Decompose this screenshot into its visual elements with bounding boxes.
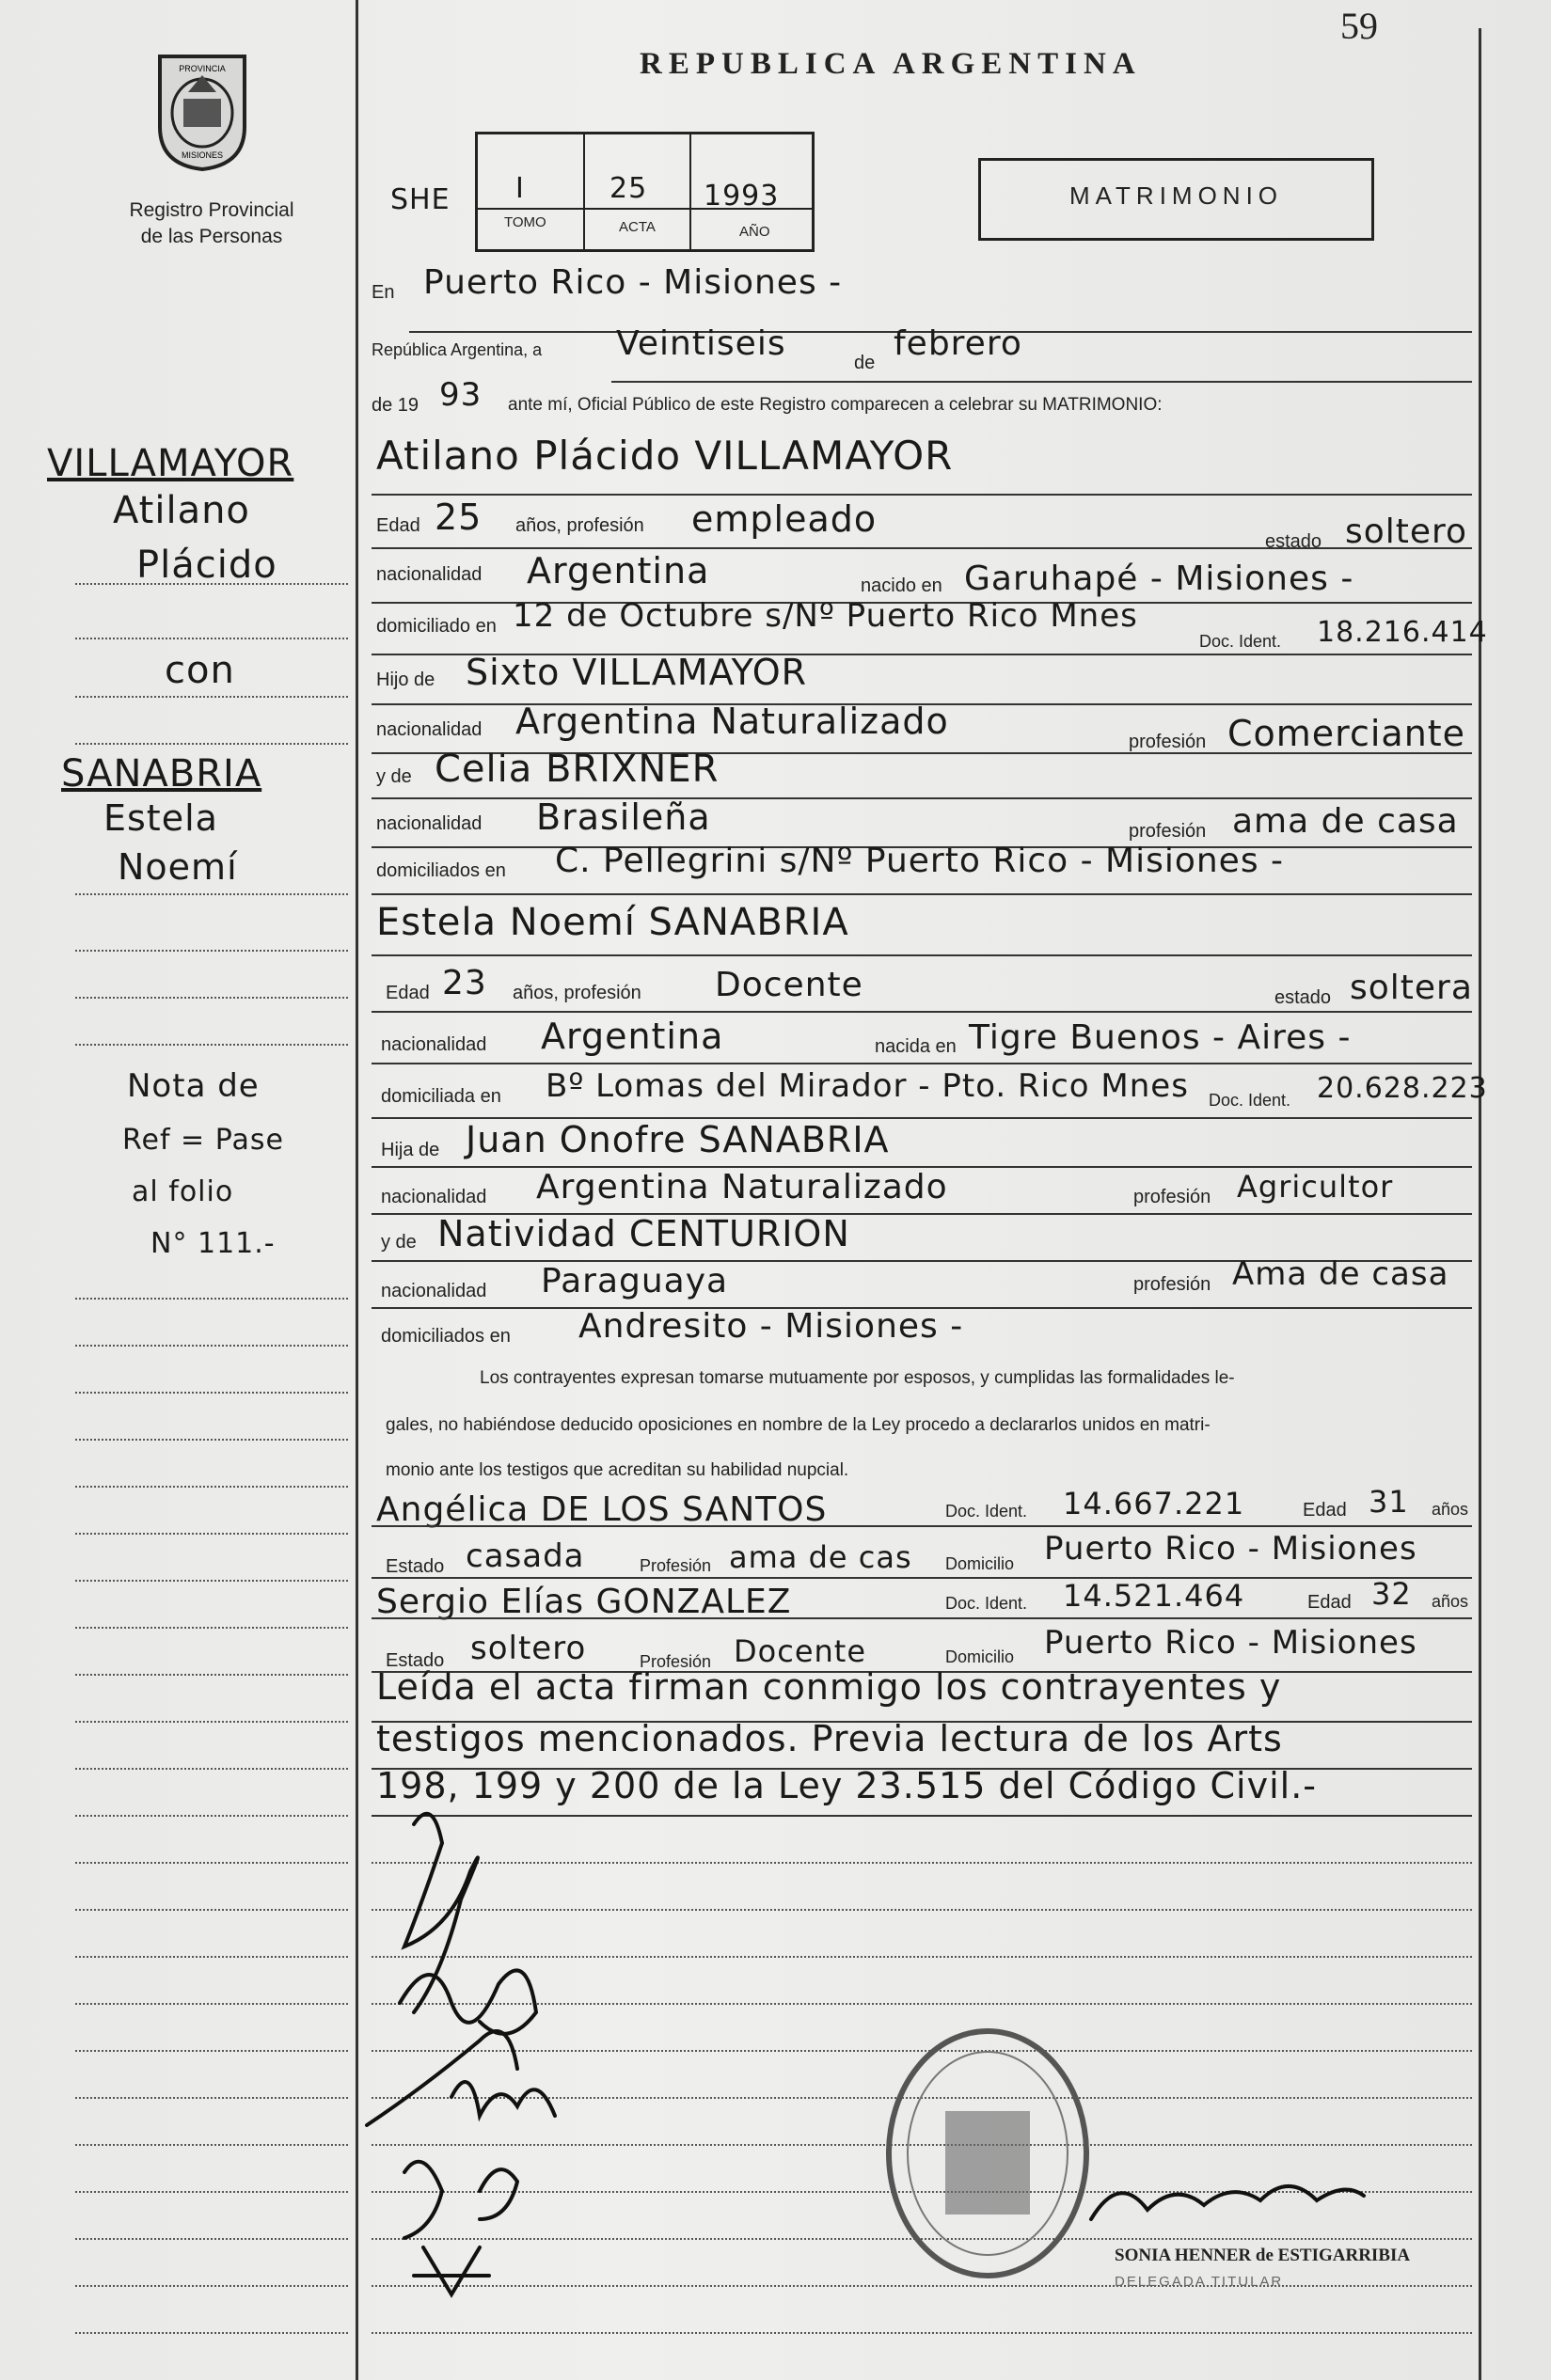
groom-label-hijo: Hijo de xyxy=(376,670,435,690)
bride-label-doc: Doc. Ident. xyxy=(1209,1091,1291,1110)
bride-label-father-nat: nacionalidad xyxy=(381,1187,487,1207)
witness1-doc: 14.667.221 xyxy=(1063,1486,1245,1521)
witness1-label-profesion: Profesión xyxy=(640,1556,712,1575)
officer-title: DELEGADA TITULAR xyxy=(1115,2274,1284,2290)
margin-connector: con xyxy=(165,649,235,692)
declaration-line1: Los contrayentes expresan tomarse mutuamente por esposos, y cumplidas las formalidades le- xyxy=(480,1368,1235,1388)
bride-father: Juan Onofre SANABRIA xyxy=(466,1119,890,1160)
groom-father-profession: Comerciante xyxy=(1227,713,1466,754)
witness2-age: 32 xyxy=(1371,1576,1412,1612)
bride-label-profesion: años, profesión xyxy=(513,983,641,1003)
witness1-age: 31 xyxy=(1369,1484,1409,1520)
groom-label-edad: Edad xyxy=(376,515,420,536)
bride-profession: Docente xyxy=(715,966,863,1004)
groom-label-father-prof: profesión xyxy=(1129,732,1207,752)
marriage-month: febrero xyxy=(894,324,1022,363)
bride-mother-nationality: Paraguaya xyxy=(541,1262,729,1300)
office-name-line1: Registro Provincial xyxy=(129,199,294,221)
tomo-label: TOMO xyxy=(504,214,546,230)
margin-note-line1: Nota de xyxy=(127,1067,260,1105)
closing-line3: 198, 199 y 200 de la Ley 23.515 del Código Civil.- xyxy=(376,1765,1317,1806)
witness2-label-domicilio: Domicilio xyxy=(945,1647,1015,1666)
document-type: MATRIMONIO xyxy=(1068,181,1284,210)
bride-status: soltera xyxy=(1350,969,1473,1007)
bride-mother: Natividad CENTURION xyxy=(437,1213,850,1254)
marriage-day: Veintiseis xyxy=(616,324,786,363)
groom-label-yde: y de xyxy=(376,766,412,787)
bride-age: 23 xyxy=(442,964,487,1002)
margin-bride-surname: SANABRIA xyxy=(61,752,262,796)
official-stamp-icon xyxy=(879,2022,1096,2285)
margin-bride-name1: Estela xyxy=(103,797,218,839)
declaration-line2: gales, no habiéndose deducido oposiciones en nombre de la Ley procedo a declararlos unidos en matri- xyxy=(386,1415,1211,1435)
bride-parents-domicile: Andresito - Misiones - xyxy=(578,1307,964,1346)
witness1-label-doc: Doc. Ident. xyxy=(945,1502,1028,1521)
groom-mother: Celia BRIXNER xyxy=(435,748,720,791)
groom-mother-profession: ama de casa xyxy=(1232,802,1459,841)
groom-father-nationality: Argentina Naturalizado xyxy=(515,701,949,742)
marriage-year: 93 xyxy=(439,376,483,414)
document-type-box xyxy=(978,158,1374,241)
groom-label-mother-prof: profesión xyxy=(1129,821,1207,842)
witness1-label-domicilio: Domicilio xyxy=(945,1554,1015,1573)
witness2-label-doc: Doc. Ident. xyxy=(945,1594,1028,1613)
anio-label: AÑO xyxy=(739,224,770,240)
groom-birthplace: Garuhapé - Misiones - xyxy=(964,560,1354,598)
groom-label-nacionalidad: nacionalidad xyxy=(376,564,483,585)
page-number: 59 xyxy=(1340,5,1378,47)
bride-full-name: Estela Noemí SANABRIA xyxy=(376,901,849,944)
witness1-profession: ama de cas xyxy=(729,1539,912,1575)
groom-father: Sixto VILLAMAYOR xyxy=(466,652,808,693)
label-republic: República Argentina, a xyxy=(372,340,543,359)
bride-mother-profession: Ama de casa xyxy=(1232,1255,1449,1293)
bride-doc: 20.628.223 xyxy=(1317,1072,1488,1105)
register-box xyxy=(475,132,815,252)
tomo-value: I xyxy=(515,172,525,205)
witness2-label-edad: Edad xyxy=(1307,1592,1352,1613)
bride-label-edad: Edad xyxy=(386,983,430,1003)
office-name-line2: de las Personas xyxy=(140,226,283,247)
bride-label-estado: estado xyxy=(1274,987,1332,1008)
country-title: REPUBLICA ARGENTINA xyxy=(640,47,1142,81)
series-code: SHE xyxy=(390,183,451,216)
margin-groom-name1: Atilano xyxy=(113,489,250,532)
declaration-line3: monio ante los testigos que acreditan su habilidad nupcial. xyxy=(386,1460,849,1480)
bride-label-nacida: nacida en xyxy=(875,1036,957,1057)
bride-birthplace: Tigre Buenos - Aires - xyxy=(969,1018,1352,1057)
margin-note-line2: Ref = Pase xyxy=(122,1124,284,1157)
label-en: En xyxy=(372,282,395,303)
bride-father-profession: Agricultor xyxy=(1237,1169,1394,1205)
groom-parents-domicile: C. Pellegrini s/Nº Puerto Rico - Misiones - xyxy=(555,842,1285,880)
groom-label-domicilio: domiciliado en xyxy=(376,616,497,637)
witness1-label-estado: Estado xyxy=(386,1556,445,1577)
groom-label-doc: Doc. Ident. xyxy=(1199,632,1282,651)
closing-line2: testigos mencionados. Previa lectura de los Arts xyxy=(376,1718,1283,1759)
groom-label-father-nat: nacionalidad xyxy=(376,719,483,740)
signatures-icon xyxy=(348,1787,649,2313)
groom-label-estado: estado xyxy=(1265,531,1322,552)
groom-label-parents-dom: domiciliados en xyxy=(376,860,506,881)
groom-status: soltero xyxy=(1345,512,1468,551)
groom-age: 25 xyxy=(435,496,483,538)
acta-label: ACTA xyxy=(619,219,656,235)
groom-label-mother-nat: nacionalidad xyxy=(376,813,483,834)
margin-note-line4: N° 111.- xyxy=(150,1227,276,1260)
groom-mother-nationality: Brasileña xyxy=(536,796,711,838)
acta-value: 25 xyxy=(609,172,648,205)
bride-label-mother-prof: profesión xyxy=(1133,1274,1211,1295)
witness1-label-edad: Edad xyxy=(1303,1500,1347,1521)
witness2-name: Sergio Elías GONZALEZ xyxy=(376,1583,792,1621)
witness2-doc: 14.521.464 xyxy=(1063,1578,1245,1614)
groom-label-profesion: años, profesión xyxy=(515,515,644,536)
margin-groom-surname: VILLAMAYOR xyxy=(47,442,294,485)
margin-groom-name2: Plácido xyxy=(136,544,277,587)
margin-note-line3: al folio xyxy=(132,1175,234,1208)
groom-profession: empleado xyxy=(691,498,878,540)
closing-line1: Leída el acta firman conmigo los contrayentes y xyxy=(376,1666,1282,1708)
witness2-status: soltero xyxy=(470,1630,587,1667)
label-de: de xyxy=(854,353,876,373)
margin-bride-name2: Noemí xyxy=(118,846,238,888)
right-border xyxy=(1479,28,1481,2380)
groom-doc: 18.216.414 xyxy=(1317,616,1488,649)
officer-name: SONIA HENNER de ESTIGARRIBIA xyxy=(1115,2246,1411,2265)
bride-label-yde: y de xyxy=(381,1232,417,1253)
witness1-label-anios: años xyxy=(1432,1500,1469,1519)
witness2-label-profesion: Profesión xyxy=(640,1652,712,1671)
label-ante: ante mí, Oficial Público de este Registro comparecen a celebrar su MATRIMONIO: xyxy=(508,395,1163,415)
officer-signature-icon xyxy=(1082,2163,1392,2238)
witness2-label-anios: años xyxy=(1432,1592,1469,1611)
witness2-label-estado: Estado xyxy=(386,1650,445,1671)
bride-father-nationality: Argentina Naturalizado xyxy=(536,1168,948,1206)
witness2-domicile: Puerto Rico - Misiones xyxy=(1044,1624,1417,1662)
bride-label-parents-dom: domiciliados en xyxy=(381,1326,511,1347)
provincial-seal-icon xyxy=(150,47,254,174)
groom-full-name: Atilano Plácido VILLAMAYOR xyxy=(376,433,954,479)
witness1-name: Angélica DE LOS SANTOS xyxy=(376,1490,828,1529)
witness1-domicile: Puerto Rico - Misiones xyxy=(1044,1530,1417,1568)
bride-label-domicilio: domiciliada en xyxy=(381,1086,501,1107)
bride-label-father-prof: profesión xyxy=(1133,1187,1211,1207)
bride-nationality: Argentina xyxy=(541,1016,724,1057)
groom-label-nacido: nacido en xyxy=(861,575,942,596)
seal-top-text: PROVINCIA xyxy=(179,64,226,73)
groom-domicile: 12 de Octubre s/Nº Puerto Rico Mnes xyxy=(513,597,1138,635)
witness1-status: casada xyxy=(466,1537,585,1575)
witness2-profession: Docente xyxy=(734,1633,867,1669)
bride-domicile: Bº Lomas del Mirador - Pto. Rico Mnes xyxy=(546,1067,1189,1105)
groom-nationality: Argentina xyxy=(527,550,710,591)
bride-label-mother-nat: nacionalidad xyxy=(381,1281,487,1301)
marriage-place: Puerto Rico - Misiones - xyxy=(423,263,843,302)
bride-label-hija: Hija de xyxy=(381,1140,440,1160)
label-year: de 19 xyxy=(372,395,419,416)
anio-value: 1993 xyxy=(704,180,780,213)
seal-bottom-text: MISIONES xyxy=(181,150,224,160)
bride-label-nacionalidad: nacionalidad xyxy=(381,1034,487,1055)
